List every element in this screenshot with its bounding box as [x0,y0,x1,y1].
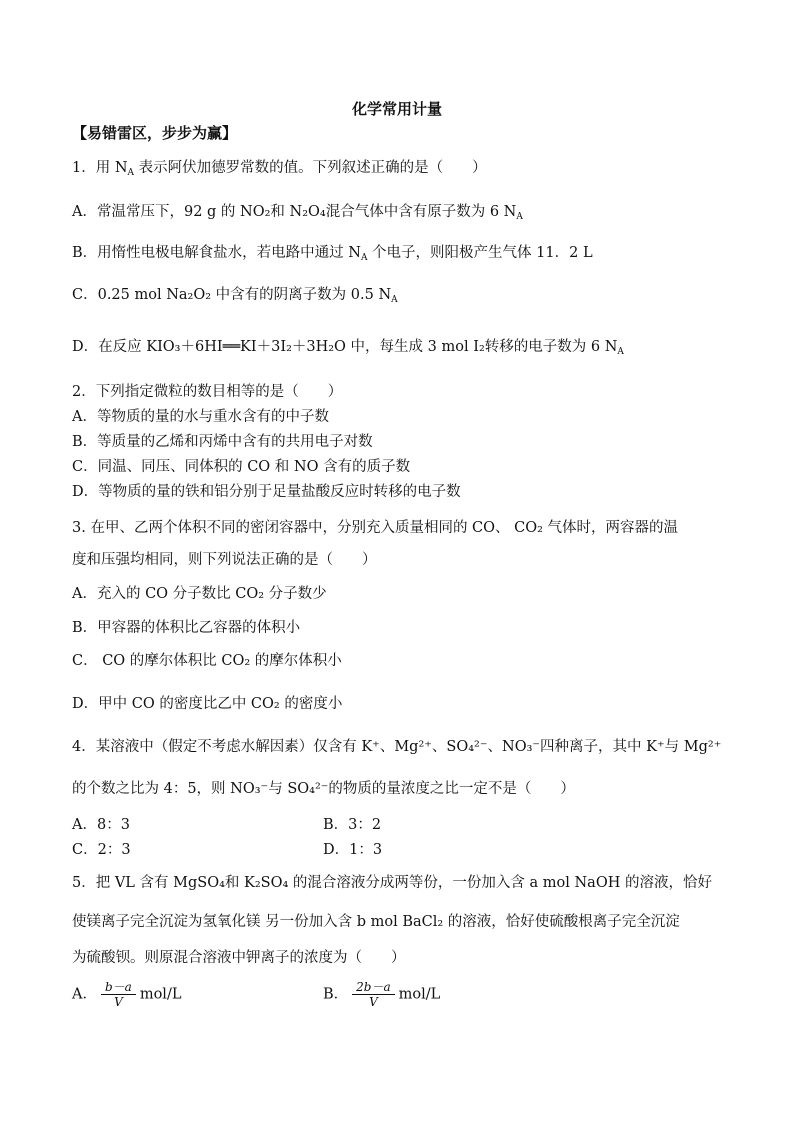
question-2-stem: 2．下列指定微粒的数目相等的是（ ） [72,384,343,400]
question-4-option-b: B．3：2 [323,817,382,833]
question-4-option-a: A．8：3 [72,817,130,833]
question-3-stem-line-1: 3. 在甲、乙两个体积不同的密闭容器中，分别充入质量相同的 CO、 CO₂ 气体时，两容器的温 [72,520,679,536]
fraction-a: $\frac{b-a}{V}$ [101,980,136,1009]
question-2-option-c: C．同温、同压、同体积的 CO 和 NO 含有的质子数 [72,459,411,475]
question-3-option-c: C． CO 的摩尔体积比 CO₂ 的摩尔体积小 [72,653,342,669]
question-4-option-d: D．1：3 [323,842,383,858]
question-2-option-d: D．等物质的量的铁和铝分别于足量盐酸反应时转移的电子数 [72,484,461,500]
question-5-option-b: B． $\frac{2b-a}{V}$ mol/L [323,980,441,1009]
fraction-b: $\frac{2b-a}{V}$ [352,980,394,1009]
question-1-option-b: B．用惰性电极电解食盐水，若电路中通过 $N_A$ 个电子，则阳极产生气体 11．2 L [72,245,593,263]
question-5-option-a: A． $\frac{b-a}{V}$ mol/L [72,980,182,1009]
question-3-option-d: D．甲中 CO 的密度比乙中 CO₂ 的密度小 [72,696,343,712]
question-2-option-b: B．等质量的乙烯和丙烯中含有的共用电子对数 [72,434,373,450]
question-5-stem-line-2: 使镁离子完全沉淀为氢氧化镁 另一份加入含 b mol BaCl₂ 的溶液，恰好使硫酸根离子完全沉淀 [72,914,680,930]
question-1-option-d: D．在反应 KIO₃＋6HI══KI＋3I₂＋3H₂O 中，每生成 3 mol I₂转移的电子数为 6 $N_A$ [72,339,624,357]
question-2-option-a: A．等物质的量的水与重水含有的中子数 [72,409,329,425]
page-title: 化学常用计量 [351,100,442,118]
question-3-stem-line-2: 度和压强均相同，则下列说法正确的是（ ） [72,552,377,568]
question-5-stem-line-1: 5．把 VL 含有 MgSO₄和 K₂SO₄ 的混合溶液分成两等份，一份加入含 a mol NaOH 的溶液，恰好 [72,875,712,891]
question-4-stem-line-1: 4．某溶液中（假定不考虑水解因素）仅含有 K⁺、Mg²⁺、SO₄²⁻、NO₃⁻四种离子，其中 K⁺与 Mg²⁺ [72,739,722,755]
question-1-option-c: C．0.25 mol Na₂O₂ 中含有的阴离子数为 0.5 $N_A$ [72,287,398,305]
question-3-option-a: A．充入的 CO 分子数比 CO₂ 分子数少 [72,586,327,602]
question-1-stem: 1．用 $N_A$ 表示阿伏加德罗常数的值。下列叙述正确的是（ ） [72,160,487,178]
question-1-option-a: A．常温常压下，92 g 的 NO₂和 N₂O₄混合气体中含有原子数为 6 $N_A$ [72,204,523,222]
question-5-stem-line-3: 为硫酸钡。则原混合溶液中钾离子的浓度为（ ） [72,950,406,966]
section-heading: 【易错雷区，步步为赢】 [72,124,238,142]
question-4-stem-line-2: 的个数之比为 4：5，则 NO₃⁻与 SO₄²⁻的物质的量浓度之比一定不是（ ） [72,781,575,797]
question-3-option-b: B．甲容器的体积比乙容器的体积小 [72,620,301,636]
question-4-option-c: C．2：3 [72,842,131,858]
